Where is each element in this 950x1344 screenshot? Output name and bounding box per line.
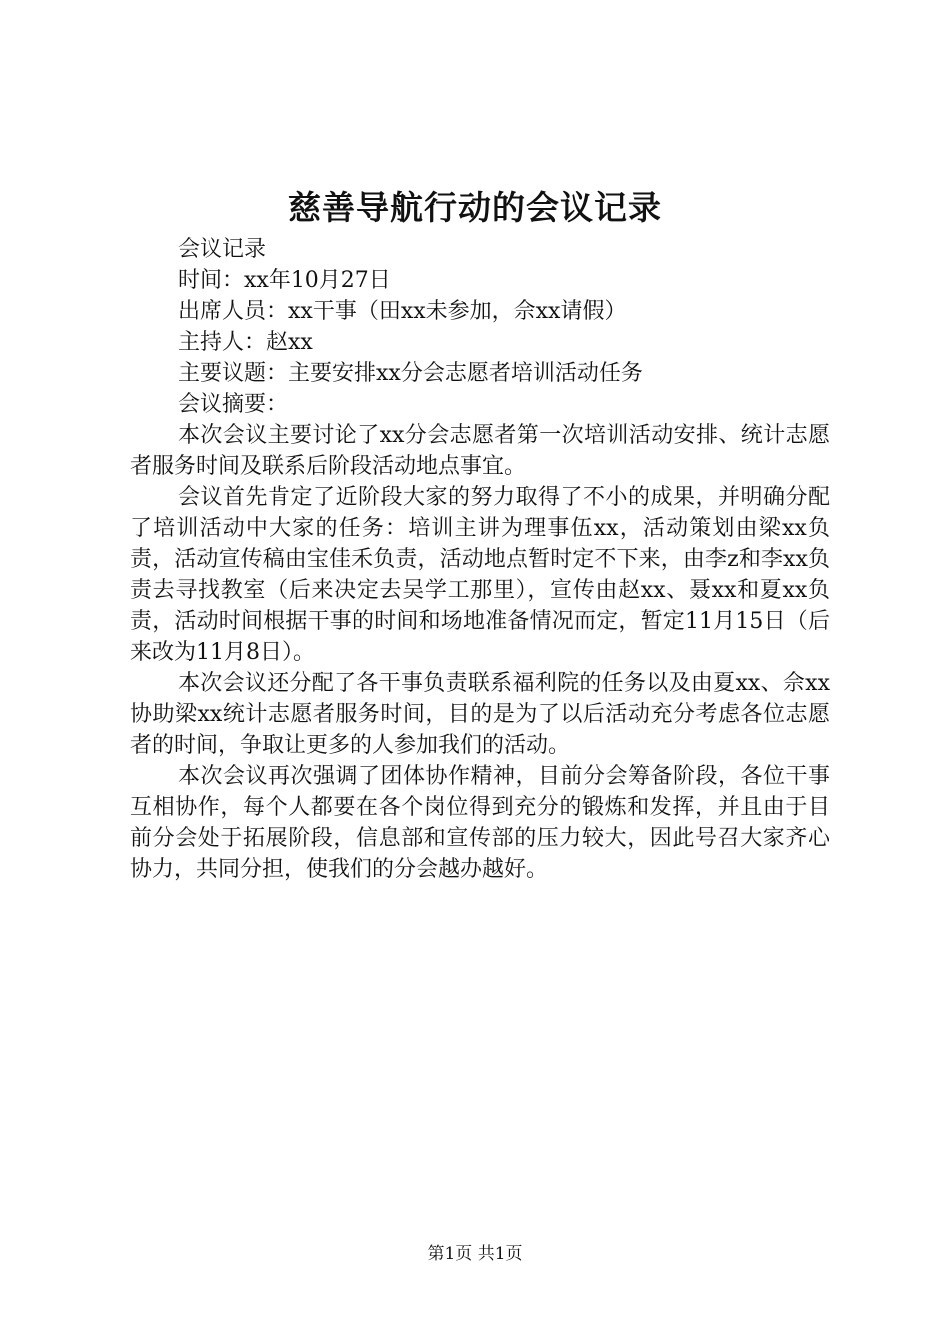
meeting-topic: 主要议题：主要安排xx分会志愿者培训活动任务 bbox=[178, 361, 643, 386]
meeting-attendees: 出席人员：xx干事（田xx未参加，佘xx请假） bbox=[178, 299, 627, 324]
summary-paragraph-4: 本次会议再次强调了团体协作精神，目前分会筹备阶段，各位干事互相协作，每个人都要在各个岗位得到充分的锻炼和发挥，并且由于目前分会处于拓展阶段，信息部和宣传部的压力较大，因此号召大家齐心协力，共同分担，使我们的分会越办越好。 bbox=[130, 764, 830, 882]
summary-paragraph-2: 会议首先肯定了近阶段大家的努力取得了不小的成果，并明确分配了培训活动中大家的任务：培训主讲为理事伍xx，活动策划由梁xx负责，活动宣传稿由宝佳禾负责，活动地点暂时定不下来，由李z和李xx负责去寻找教室（后来决定去吴学工那里），宣传由赵xx、聂xx和夏xx负责，活动时间根据干事的时间和场地准备情况而定，暂定11月15日（后来改为11月8日）。 bbox=[130, 485, 830, 665]
document-body bbox=[130, 234, 830, 885]
meeting-host: 主持人：赵xx bbox=[178, 330, 313, 355]
meeting-time: 时间：xx年10月27日 bbox=[178, 268, 391, 293]
summary-paragraph-1: 本次会议主要讨论了xx分会志愿者第一次培训活动安排、统计志愿者服务时间及联系后阶段活动地点事宜。 bbox=[130, 423, 830, 479]
page-footer: 第1页 共1页 bbox=[427, 1244, 523, 1264]
summary-paragraph-3: 本次会议还分配了各干事负责联系福利院的任务以及由夏xx、佘xx协助梁xx统计志愿者服务时间，目的是为了以后活动充分考虑各位志愿者的时间，争取让更多的人参加我们的活动。 bbox=[130, 671, 830, 758]
document-title: 慈善导航行动的会议记录 bbox=[288, 188, 662, 227]
meeting-summary-label: 会议摘要： bbox=[178, 392, 289, 417]
heading-line: 会议记录 bbox=[178, 237, 267, 262]
